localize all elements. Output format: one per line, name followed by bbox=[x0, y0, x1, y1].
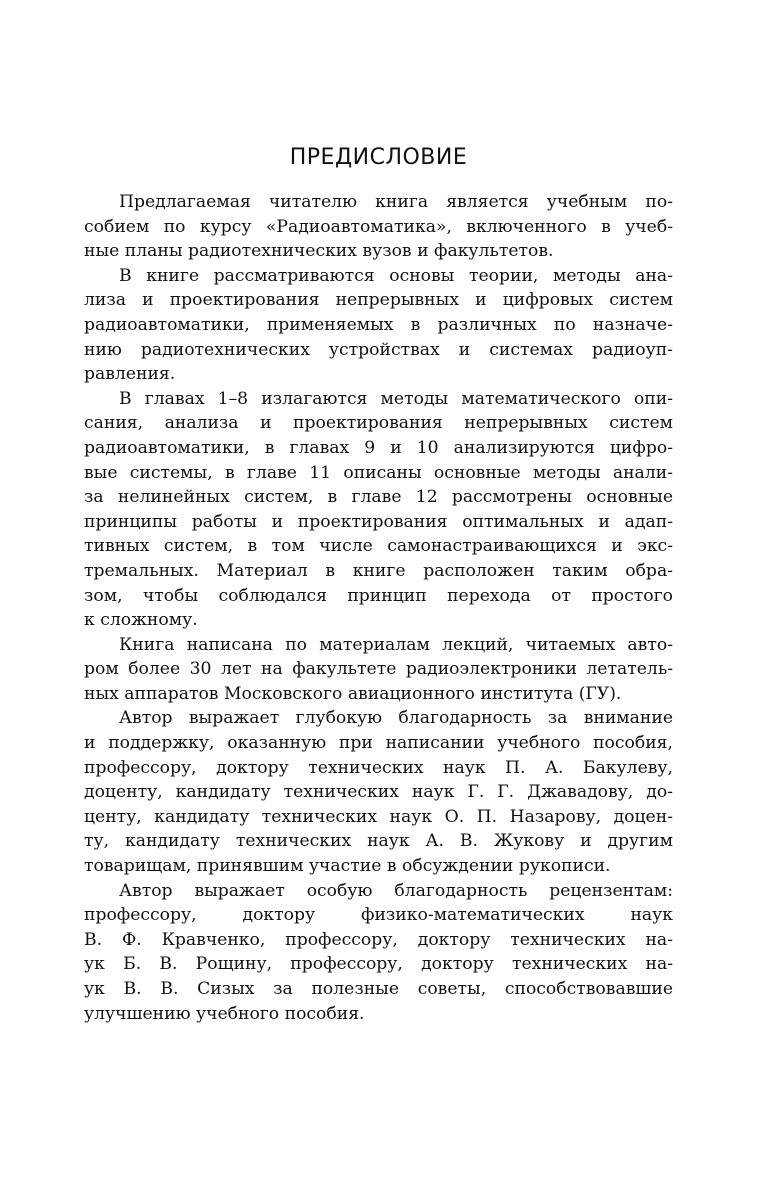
text-line: ук Б. В. Рощину, профессору, доктору технических на- bbox=[84, 954, 673, 975]
text-line: Книга написана по материалам лекций, читаемых авто- bbox=[119, 634, 673, 655]
paragraph-2 bbox=[84, 264, 673, 387]
paragraph-4 bbox=[84, 633, 673, 707]
text-line: В. Ф. Кравченко, профессору, доктору технических на- bbox=[84, 929, 673, 950]
text-line: зом, чтобы соблюдался принцип перехода от простого bbox=[84, 585, 673, 606]
text-line: Предлагаемая читателю книга является учебным по- bbox=[119, 192, 673, 212]
text-line: ных аппаратов Московского авиационного института (ГУ). bbox=[84, 683, 622, 704]
text-line: и поддержку, оказанную при написании учебного пособия, bbox=[84, 733, 673, 754]
text-line: к сложному. bbox=[84, 610, 198, 631]
paragraph-3 bbox=[84, 387, 673, 633]
text-line: товарищам, принявшим участие в обсуждении рукописи. bbox=[84, 856, 611, 877]
text-line: лиза и проектирования непрерывных и цифровых систем bbox=[84, 290, 673, 311]
paragraph-6 bbox=[84, 879, 673, 1027]
text-line: за нелинейных систем, в главе 12 рассмотрены основные bbox=[84, 487, 673, 508]
paragraph-1 bbox=[84, 190, 673, 264]
text-line: профессору, доктору технических наук П. А. Бакулеву, bbox=[84, 757, 673, 778]
text-line: сания, анализа и проектирования непрерывных систем bbox=[84, 413, 673, 434]
text-line: тивных систем, в том числе самонастраивающихся и экс- bbox=[84, 536, 673, 557]
text-line: В книге рассматриваются основы теории, методы ана- bbox=[119, 265, 673, 286]
text-line: Автор выражает глубокую благодарность за внимание bbox=[119, 708, 673, 729]
text-line: радиоавтоматики, применяемых в различных по назначе- bbox=[84, 314, 673, 335]
text-line: ту, кандидату технических наук А. В. Жукову и другим bbox=[84, 831, 673, 852]
text-line: Автор выражает особую благодарность рецензентам: bbox=[119, 880, 673, 901]
text-line: ук В. В. Сизых за полезные советы, способствовавшие bbox=[84, 979, 673, 999]
text-line: В главах 1–8 излагаются методы математического опи- bbox=[119, 388, 673, 409]
text-line: ром более 30 лет на факультете радиоэлектроники летатель- bbox=[84, 659, 673, 680]
text-line: ные планы радиотехнических вузов и факультетов. bbox=[84, 241, 554, 262]
text-line: тремальных. Материал в книге расположен таким обра- bbox=[84, 560, 673, 581]
text-line: улучшению учебного пособия. bbox=[84, 1003, 365, 1024]
paragraph-5 bbox=[84, 706, 673, 878]
text-line: собием по курсу «Радиоавтоматика», включенного в учеб- bbox=[84, 216, 673, 237]
text-line: радиоавтоматики, в главах 9 и 10 анализируются цифро- bbox=[84, 437, 673, 458]
text-line: нию радиотехнических устройствах и системах радиоуп- bbox=[84, 339, 673, 360]
text-line: доценту, кандидату технических наук Г. Г. Джавадову, до- bbox=[84, 782, 673, 803]
page-title: ПРЕДИСЛОВИЕ bbox=[289, 145, 468, 170]
text-line: профессору, доктору физико-математических наук bbox=[84, 905, 673, 926]
text-line: центу, кандидату технических наук О. П. Назарову, доцен- bbox=[84, 806, 673, 827]
text-line: принципы работы и проектирования оптимальных и адап- bbox=[84, 511, 673, 532]
text-line: равления. bbox=[84, 364, 176, 385]
text-line: вые системы, в главе 11 описаны основные методы анали- bbox=[84, 462, 673, 483]
page bbox=[84, 140, 673, 1026]
